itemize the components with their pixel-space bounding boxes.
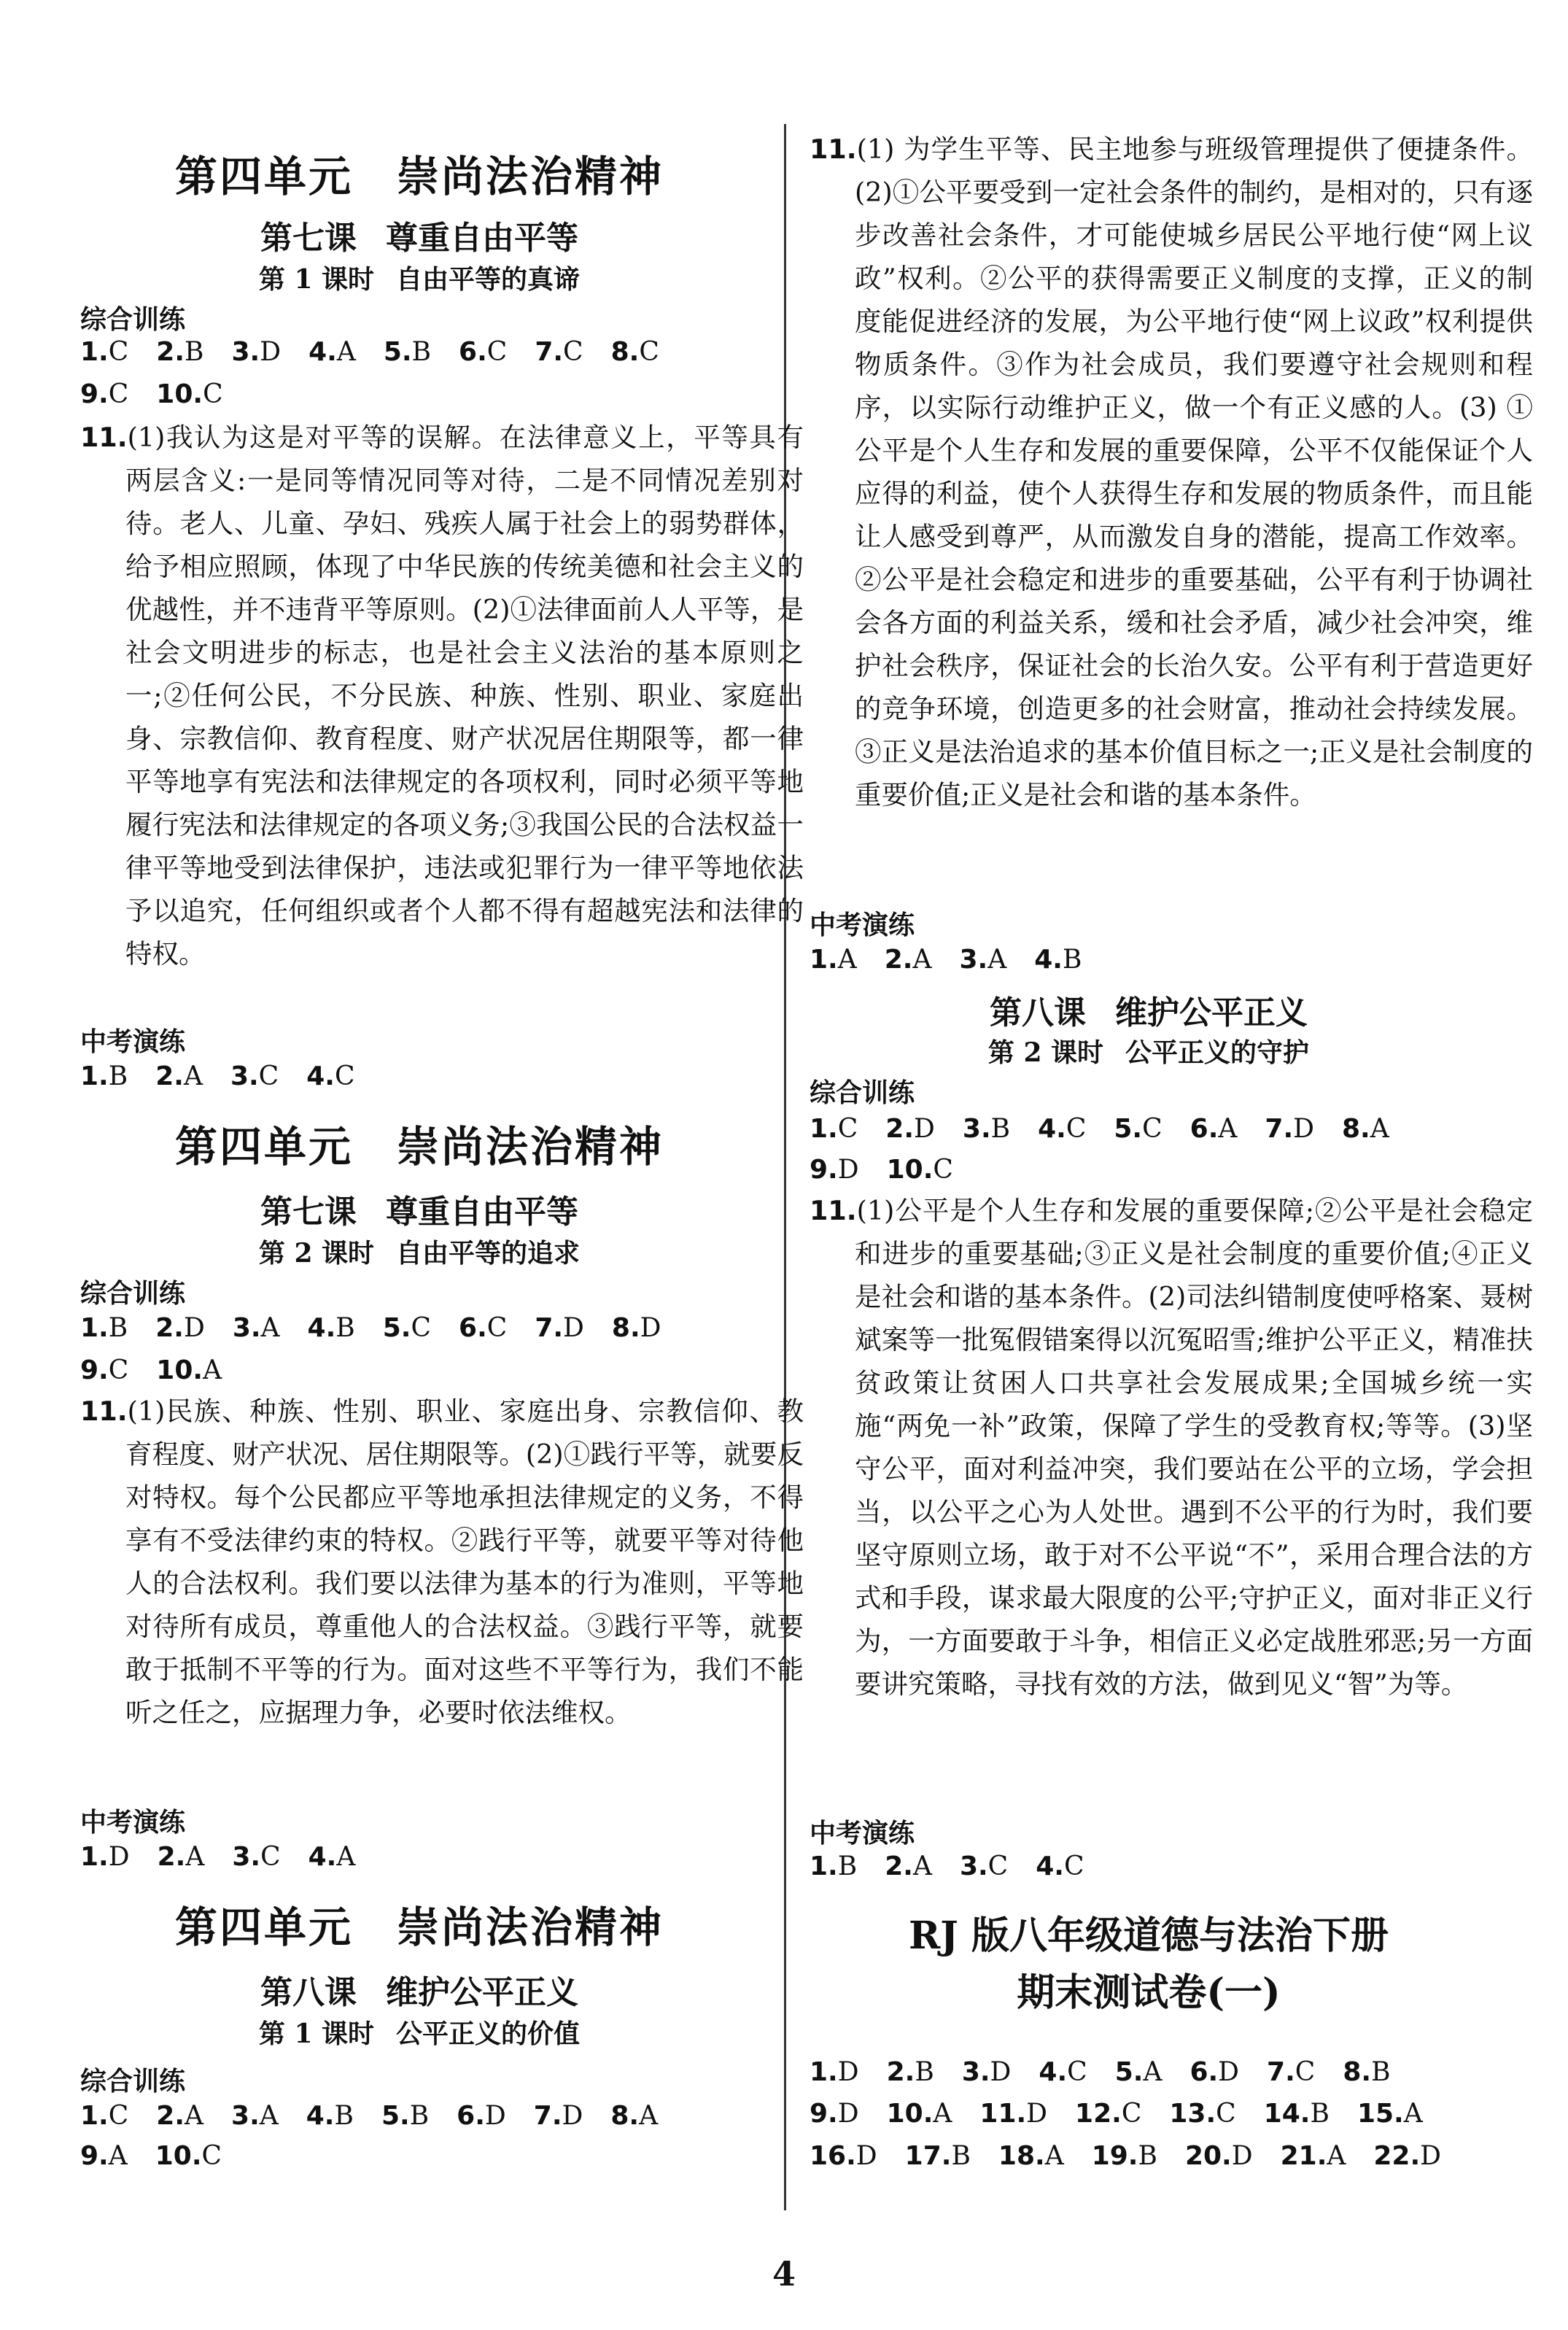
- answer-row: [80, 337, 758, 367]
- answer-item: 5.C: [1114, 1114, 1163, 1144]
- answer-item: 6.D: [457, 2101, 506, 2131]
- answer-row: [80, 2101, 758, 2131]
- answer-item: 1.C: [80, 337, 129, 367]
- answer-item: 13.C: [1169, 2099, 1236, 2129]
- lesson-heading: 第七课 尊重自由平等: [260, 1193, 578, 1231]
- answer-item: 3.B: [962, 1114, 1011, 1144]
- answer-item: 19.B: [1091, 2141, 1157, 2171]
- answer-item: 16.D: [810, 2141, 877, 2171]
- answer-row: [80, 1842, 758, 1872]
- answer-item: 4.C: [306, 1061, 355, 1091]
- section-label: 中考演练: [810, 910, 915, 940]
- section-label: 综合训练: [80, 1279, 186, 1309]
- answer-item: 1.B: [810, 1851, 858, 1881]
- answer-item: 1.B: [80, 1061, 128, 1091]
- answer-item: 1.C: [810, 1114, 858, 1144]
- answer-item: 10.A: [156, 1355, 222, 1385]
- answer-item: 22.D: [1373, 2141, 1442, 2171]
- answer-item: 3.D: [961, 2057, 1012, 2087]
- answer-item: 14.B: [1263, 2099, 1330, 2129]
- answer-item: 10.C: [886, 1155, 953, 1185]
- answer-item: 7.D: [535, 1313, 584, 1343]
- answer-item: 6.C: [459, 1313, 508, 1343]
- answer-item: 1.D: [80, 1842, 130, 1872]
- unit-heading: 第四单元 崇尚法治精神: [174, 152, 664, 201]
- answer-item: 4.C: [1036, 1851, 1084, 1881]
- answer-item: 9.D: [810, 1155, 859, 1185]
- answer-item: 20.D: [1184, 2141, 1253, 2171]
- lesson-heading: 第八课 维护公平正义: [990, 994, 1308, 1032]
- question-11-answer: 11.(1)我认为这是对平等的误解。在法律意义上，平等具有两层含义:一是同等情况同等对待，二是不同情况差别对待。老人、儿童、孕妇、残疾人属于社会上的弱势群体，给予相应照顾，体现了中华民族的传统美德和社会主义的优越性，并不违背平等原则。(2)①法律面前人人平等，是社会文明进步的标志，也是社会主义法治的基本原则之一;②任何公民，不分民族、种族、性别、职业、家庭出身、宗教信仰、教育程度、财产状况居住期限等，都一律平等地享有宪法和法律规定的各项权利，同时必须平等地履行宪法和法律规定的各项义务;③我国公民的合法权益一律平等地受到法律保护，违法或犯罪行为一律平等地依法予以追究，任何组织或者个人都不得有超越宪法和法律的特权。: [80, 422, 804, 969]
- answer-item: 8.D: [611, 1313, 661, 1343]
- section-label: 综合训练: [80, 305, 186, 335]
- answer-item: 9.C: [80, 379, 129, 409]
- answer-item: 3.D: [231, 337, 282, 367]
- period-heading: 第 1 课时 自由平等的真谛: [258, 264, 581, 295]
- period-heading: 第 2 课时 自由平等的追求: [258, 1238, 581, 1269]
- section-label: 综合训练: [810, 1078, 915, 1108]
- section-label: 综合训练: [80, 2067, 186, 2097]
- unit-heading: 第四单元 崇尚法治精神: [174, 1903, 664, 1952]
- answer-item: 8.A: [1342, 1114, 1389, 1144]
- answer-item: 10.C: [155, 2141, 222, 2171]
- question-11-answer: 11.(1)公平是个人生存和发展的重要保障;②公平是社会稳定和进步的重要基础;③正义是社会制度的重要价值;④正义是社会和谐的基本条件。(2)司法纠错制度使呼格案、聂树斌案等一批冤假错案得以沉冤昭雪;维护公平正义，精准扶贫政策让贫困人口共享社会发展成果;全国城乡统一实施“两免一补”政策，保障了学生的受教育权;等等。(3)坚守公平，面对利益冲突，我们要站在公平的立场，学会担当，以公平之心为人处世。遇到不公平的行为时，我们要坚守原则立场，敢于对不公平说“不”，采用合理合法的方式和手段，谋求最大限度的公平;守护正义，面对非正义行为，一方面要敢于斗争，相信正义必定战胜邪恶;另一方面要讲究策略，寻找有效的方法，做到见义“智”为等。: [810, 1195, 1533, 1700]
- answer-row: [80, 1313, 758, 1343]
- answer-item: 11.D: [979, 2099, 1048, 2129]
- lesson-heading: 第七课 尊重自由平等: [260, 220, 578, 257]
- period-heading: 第 2 课时 公平正义的守护: [987, 1037, 1310, 1068]
- question-11-answer: 11.(1) 为学生平等、民主地参与班级管理提供了便捷条件。(2)①公平要受到一定社会条件的制约，是相对的，只有逐步改善社会条件，才可能使城乡居民公平地行使“网上议政”权利。②公平的获得需要正义制度的支撑，正义的制度能促进经济的发展，为公平地行使“网上议政”权利提供物质条件。③作为社会成员，我们要遵守社会规则和程序，以实际行动维护正义，做一个有正义感的人。(3) ①公平是个人生存和发展的重要保障，公平不仅能保证个人应得的利益，使个人获得生存和发展的物质条件，而且能让人感受到尊严，从而激发自身的潜能，提高工作效率。②公平是社会稳定和进步的重要基础，公平有利于协调社会各方面的利益关系，缓和社会矛盾，减少社会冲突，维护社会秩序，保证社会的长治久安。公平有利于营造更好的竞争环境，创造更多的社会财富，推动社会持续发展。③正义是法治追求的基本价值目标之一;正义是社会制度的重要价值;正义是社会和谐的基本条件。: [810, 133, 1533, 810]
- answer-item: 9.A: [80, 2141, 128, 2171]
- answer-item: 6.C: [459, 337, 508, 367]
- section-label: 中考演练: [80, 1808, 186, 1838]
- answer-item: 3.C: [959, 1851, 1009, 1881]
- answer-row: [80, 1355, 758, 1385]
- period-heading: 第 1 课时 公平正义的价值: [258, 2019, 581, 2049]
- section-label: 中考演练: [80, 1027, 186, 1057]
- answer-row: [810, 1851, 1488, 1881]
- answer-item: 5.C: [382, 1313, 432, 1343]
- answer-item: 3.A: [232, 1313, 280, 1343]
- answer-row: [810, 1155, 1488, 1185]
- answer-item: 7.C: [535, 337, 583, 367]
- answer-item: 4.B: [307, 1313, 355, 1343]
- answer-item: 2.D: [885, 1114, 935, 1144]
- answer-item: 2.A: [155, 1061, 203, 1091]
- question-11-answer: 11.(1)民族、种族、性别、职业、家庭出身、宗教信仰、教育程度、财产状况、居住期限等。(2)①践行平等，就要反对特权。每个公民都应平等地承担法律规定的义务，不得享有不受法律约束的特权。②践行平等，就要平等对待他人的合法权利。我们要以法律为基本的行为准则，平等地对待所有成员，尊重他人的合法权益。③践行平等，就要敢于抵制不平等的行为。面对这些不平等行为，我们不能听之任之，应据理力争，必要时依法维权。: [80, 1396, 804, 1728]
- unit-heading: 第四单元 崇尚法治精神: [174, 1122, 664, 1172]
- answer-item: 3.A: [959, 945, 1007, 975]
- answer-item: 15.A: [1357, 2099, 1423, 2129]
- answer-item: 7.D: [533, 2101, 583, 2131]
- answer-item: 1.D: [810, 2057, 859, 2087]
- answer-item: 2.A: [885, 1851, 932, 1881]
- answer-item: 3.C: [232, 1842, 281, 1872]
- page-number: 4: [772, 2254, 796, 2294]
- answer-item: 21.A: [1280, 2141, 1346, 2171]
- answer-item: 12.C: [1075, 2099, 1142, 2129]
- answer-item: 4.A: [308, 337, 356, 367]
- answer-item: 17.B: [904, 2141, 971, 2171]
- answer-item: 4.C: [1039, 2057, 1087, 2087]
- answer-item: 10.C: [156, 379, 223, 409]
- answer-item: 18.A: [998, 2141, 1064, 2171]
- answer-item: 6.A: [1189, 1114, 1238, 1144]
- answer-row: [80, 1061, 758, 1091]
- answer-item: 4.B: [306, 2101, 354, 2131]
- answer-item: 9.C: [80, 1355, 129, 1385]
- section-label: 中考演练: [810, 1819, 915, 1849]
- answer-row: [810, 945, 1488, 975]
- answer-item: 1.A: [810, 945, 857, 975]
- lesson-heading: 第八课 维护公平正义: [260, 1974, 578, 2011]
- answer-item: 9.D: [810, 2099, 859, 2129]
- answer-item: 3.A: [231, 2101, 279, 2131]
- answer-item: 8.A: [610, 2101, 659, 2131]
- answer-item: 6.D: [1189, 2057, 1240, 2087]
- answer-item: 2.B: [886, 2057, 934, 2087]
- answer-item: 2.A: [884, 945, 932, 975]
- answer-item: 4.A: [308, 1842, 356, 1872]
- answer-row: [810, 1114, 1488, 1144]
- answer-item: 2.A: [156, 2101, 204, 2131]
- answer-row: [80, 379, 758, 409]
- answer-item: 7.D: [1265, 1114, 1314, 1144]
- answer-row: [80, 2141, 758, 2171]
- exam-title-line1: RJ 版八年级道德与法治下册: [909, 1913, 1389, 1958]
- answer-item: 5.B: [383, 337, 432, 367]
- answer-item: 8.C: [610, 337, 659, 367]
- answer-item: 8.B: [1343, 2057, 1391, 2087]
- answer-row: [810, 2099, 1488, 2129]
- answer-item: 4.C: [1038, 1114, 1087, 1144]
- answer-row: [810, 2141, 1488, 2171]
- exam-title-line2: 期末测试卷(一): [1017, 1970, 1281, 2015]
- exam-title: [810, 1908, 1488, 2021]
- answer-item: 5.A: [1114, 2057, 1163, 2087]
- answer-item: 7.C: [1267, 2057, 1316, 2087]
- answer-item: 5.B: [381, 2101, 430, 2131]
- answer-item: 3.C: [230, 1061, 279, 1091]
- answer-item: 1.C: [80, 2101, 129, 2131]
- answer-item: 2.A: [157, 1842, 205, 1872]
- answer-item: 1.B: [80, 1313, 128, 1343]
- answer-row: [810, 2057, 1488, 2087]
- answer-item: 10.A: [886, 2099, 952, 2129]
- answer-item: 4.B: [1034, 945, 1082, 975]
- answer-item: 2.D: [155, 1313, 205, 1343]
- answer-item: 2.B: [156, 337, 204, 367]
